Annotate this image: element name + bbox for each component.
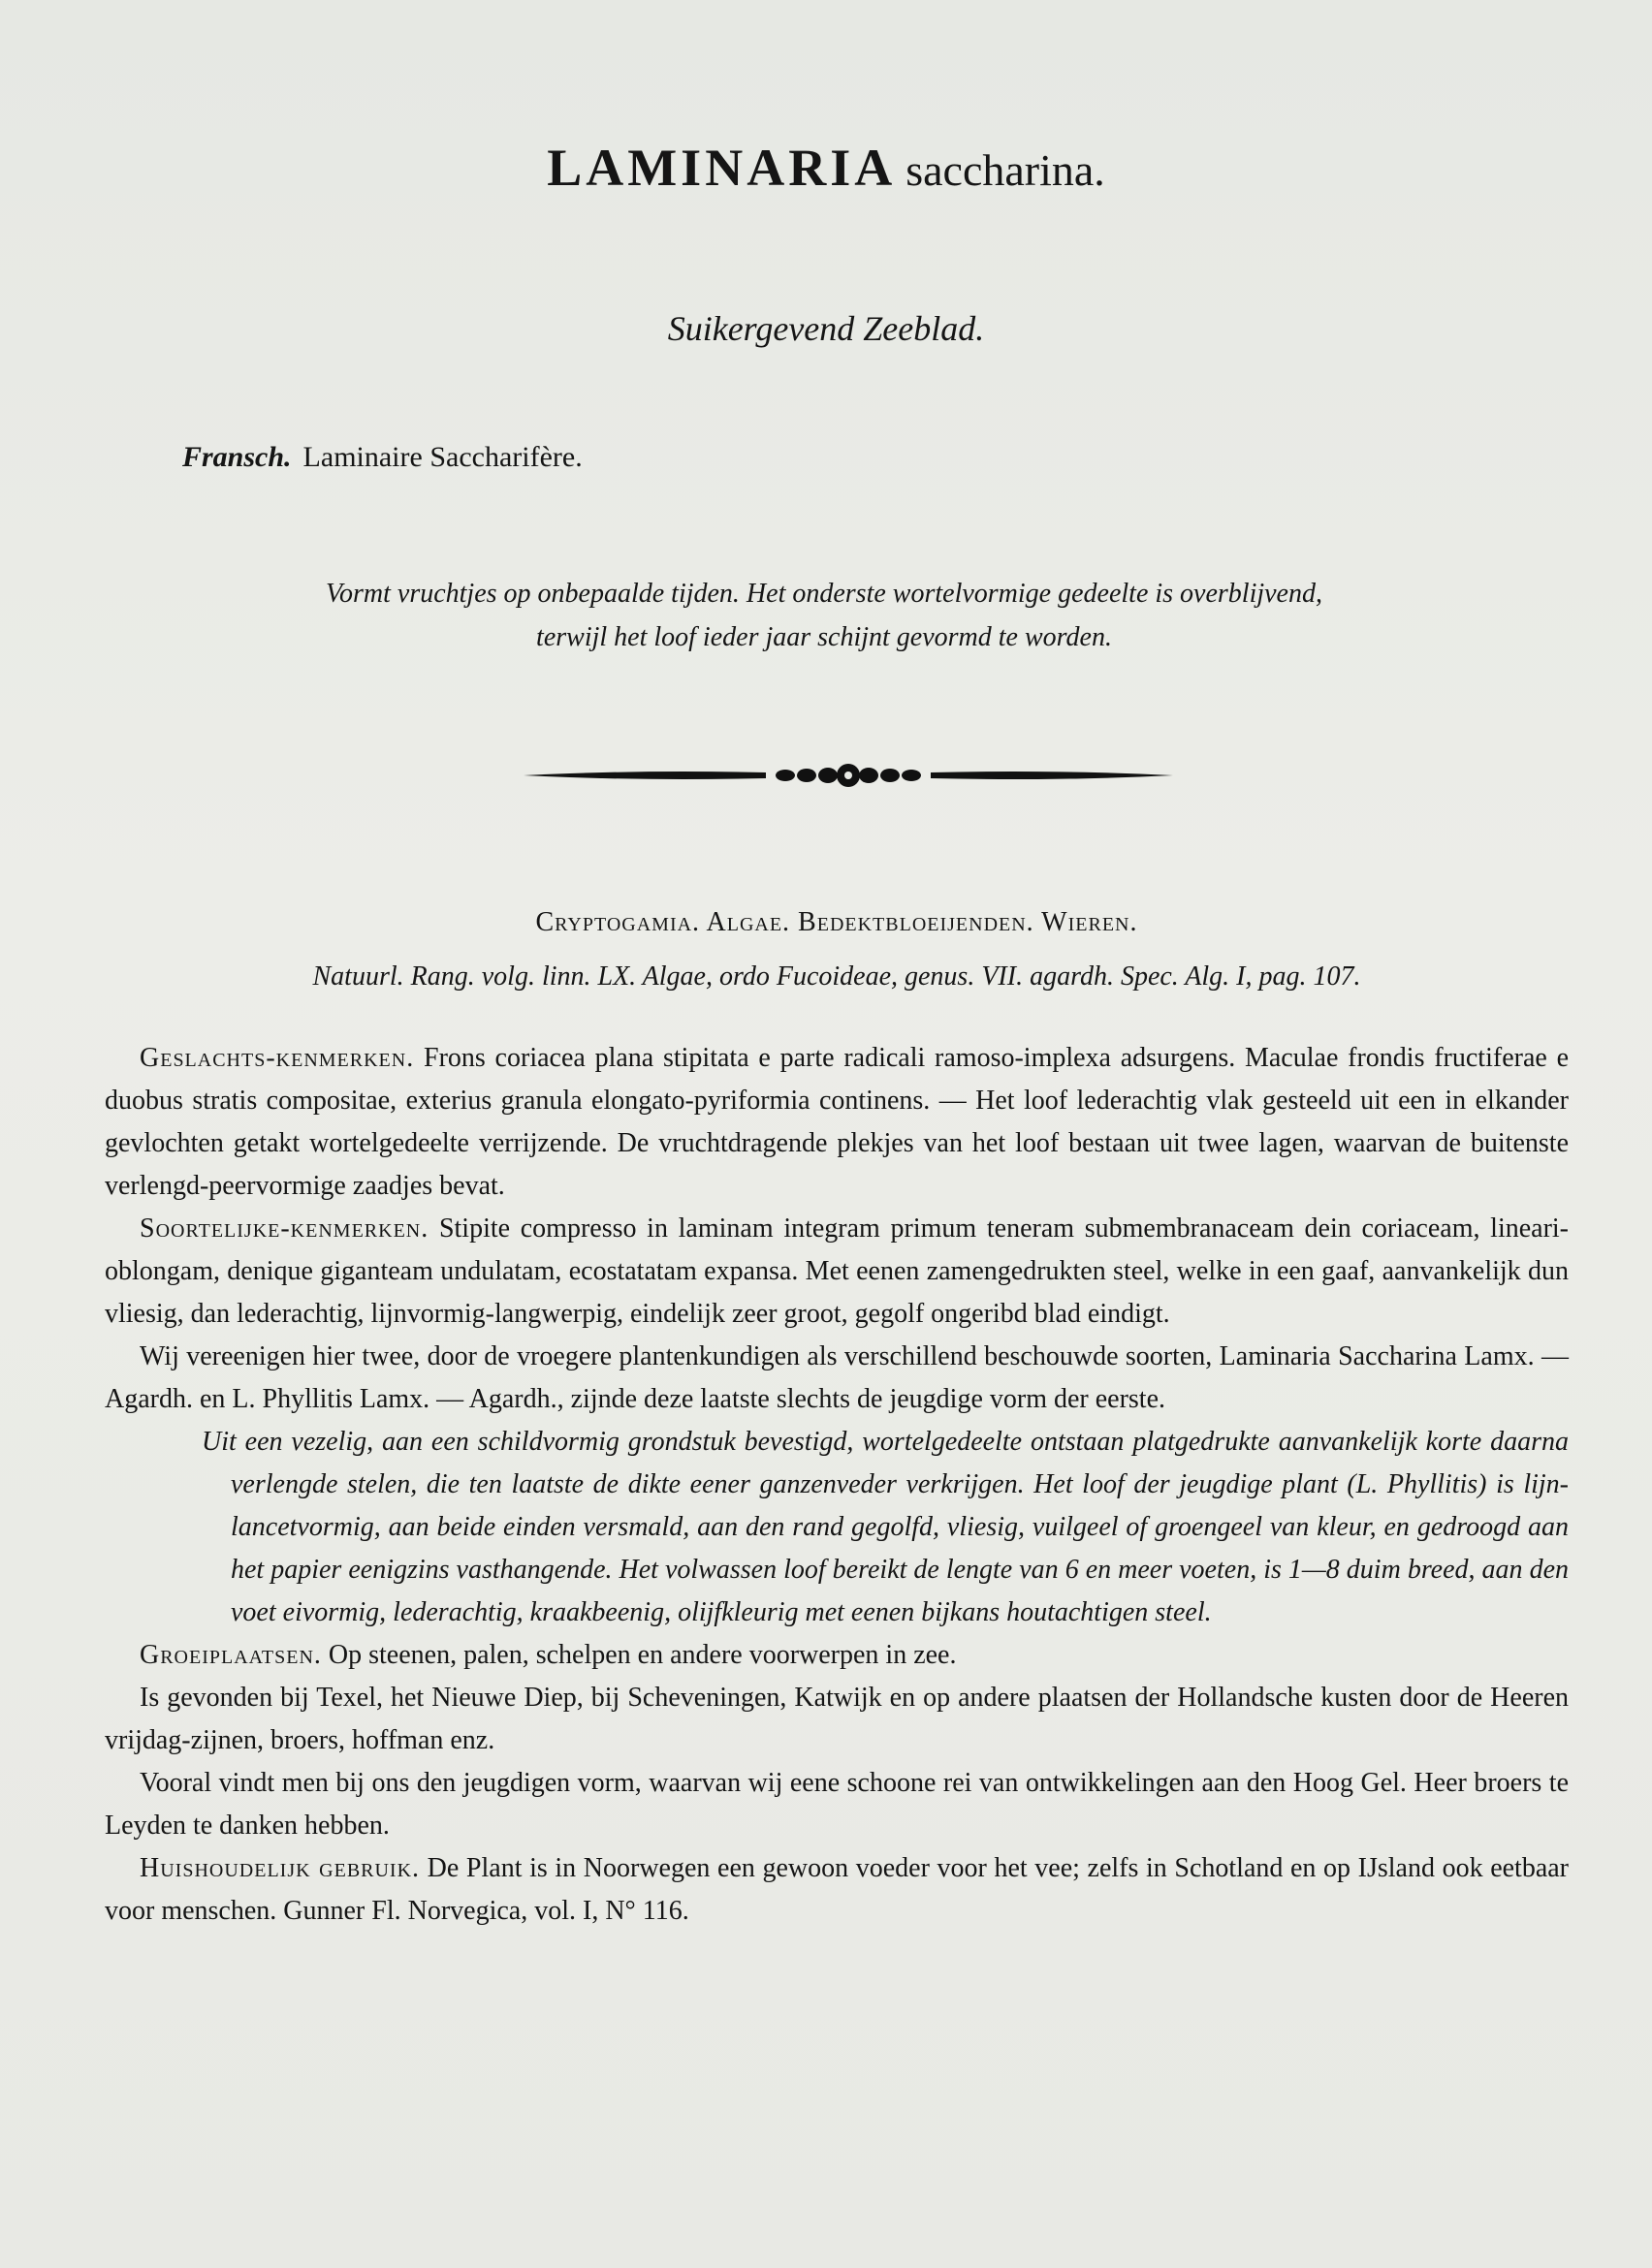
classification-block (105, 901, 1569, 998)
description-paragraph: Uit een vezelig, aan een schildvormig grondstuk bevestigd, wortelgedeelte ontstaan platgedrukte aanvankelijk korte daarna verlengde stelen, die ten laatste de dikte eener ganzenveder verkrijgen. Het loof der jeugdige plant (L. Phyllitis) is lijn-lancetvormig, aan beide einden versmald, aan den rand gegolfd, vliesig, vuilgeel of groengeel van kleur, en gedroogd aan het papier eenigzins vasthangende. Het volwassen loof bereikt de lengte van 6 en meer voeten, is 1—8 duim breed, aan den voet eivormig, lederachtig, kraakbeenig, olijfkleurig met eenen bijkans houtachtigen steel. (202, 1427, 1569, 1627)
natural-rank-line: Natuurl. Rang. volg. linn. LX. Algae, ordo Fucoideae, genus. VII. agardh. Spec. Alg. I, pag. 107. (312, 961, 1361, 992)
habitat-paragraph: Groeiplaatsen. Op steenen, palen, schelpen en andere voorwerpen in zee. (140, 1640, 957, 1670)
acknowledgement-paragraph: Vooral vindt men bij ons den jeugdigen vorm, waarvan wij eene schoone rei van ontwikkelingen aan den Hoog Gel. Heer broers te Leyden te danken hebben. (105, 1768, 1569, 1841)
title-genus: LAMINARIA (547, 139, 897, 197)
localities-paragraph: Is gevonden bij Texel, het Nieuwe Diep, bij Scheveningen, Katwijk en op andere plaatsen der Hollandsche kusten door de Heeren vrijdag-zijnen, broers, hoffman enz. (105, 1683, 1569, 1755)
french-name: Laminaire Saccharifère. (302, 441, 583, 473)
intro-line-2: terwijl het loof ieder jaar schijnt gevormd te worden. (536, 622, 1112, 652)
synonymy-paragraph: Wij vereenigen hier twee, door de vroegere plantenkundigen als verschillend beschouwde soorten, Laminaria Saccharina Lamx. — Agardh. en L. Phyllitis Lamx. — Agardh., zijnde deze laatste slechts de jeugdige vorm der eerste. (105, 1341, 1569, 1414)
genus-characters-paragraph: Geslachts-kenmerken. Frons coriacea plana stipitata e parte radicali ramoso-implexa adsurgens. Maculae frondis fructiferae e duobus stratis compositae, exterius granula elongato-pyriformia continens. — Het loof lederachtig vlak gesteeld uit een in elkander gevlochten getakt wortelgedeelte verrijzende. De vruchtdragende plekjes van het loof bestaan uit twee lagen, waarvan de buitenste verlengd-peervormige zaadjes bevat. (105, 1043, 1569, 1201)
intro-line-1: Vormt vruchtjes op onbepaalde tijden. Het onderste wortelvormige gedeelte is overblijvend, (326, 579, 1322, 609)
page-title (0, 138, 1652, 198)
french-name-line (182, 441, 583, 474)
french-label: Fransch. (182, 441, 292, 473)
classification-line: Cryptogamia. Algae. Bedektbloeijenden. Wieren. (535, 907, 1138, 937)
ornament-divider-icon (524, 758, 1173, 793)
title-species: saccharina. (905, 145, 1105, 195)
household-use-paragraph: Huishoudelijk gebruik. De Plant is in Noorwegen een gewoon voeder voor het vee; zelfs in Schotland en op IJsland ook eetbaar voor menschen. Gunner Fl. Norvegica, vol. I, N° 116. (105, 1853, 1570, 1926)
body-text (105, 1037, 1569, 1933)
species-characters-paragraph: Soortelijke-kenmerken. Stipite compresso in laminam integram primum teneram submembranaceam dein coriaceam, lineari-oblongam, denique giganteam undulatam, ecostatatam expansa. Met eenen zamengedrukten steel, welke in een gaaf, aanvankelijk dun vliesig, dan lederachtig, lijnvormig-langwerpig, eindelijk zeer groot, gegolf ongeribd blad eindigt. (105, 1213, 1570, 1329)
intro-text (145, 572, 1503, 659)
dutch-name: Suikergevend Zeeblad. (667, 309, 985, 348)
